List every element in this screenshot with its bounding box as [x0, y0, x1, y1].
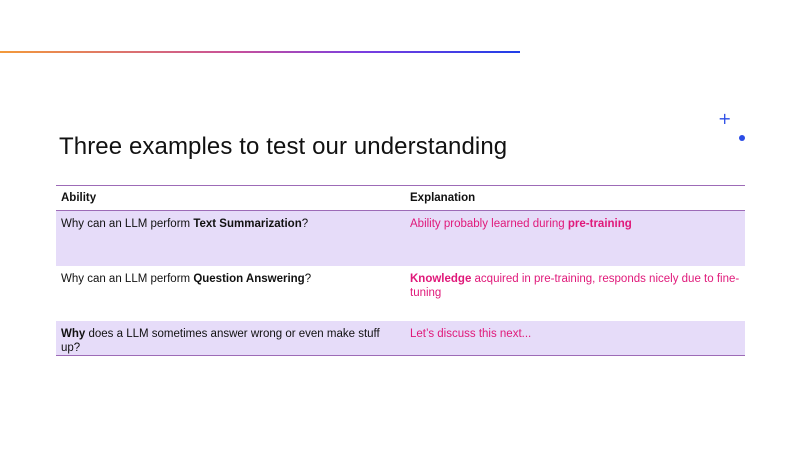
cell-text: Let’s discuss this next... — [410, 327, 532, 340]
explanation-cell — [405, 266, 745, 321]
cell-text: Why can an LLM perform — [61, 272, 194, 285]
table-row — [56, 266, 745, 321]
cell-bold-text: Knowledge — [410, 272, 472, 285]
plus-icon: + — [718, 109, 732, 128]
column-header-ability: Ability — [56, 186, 405, 211]
cell-bold-text: Question Answering — [193, 272, 305, 285]
cell-bold-text: Text Summarization — [193, 218, 302, 230]
dot-icon — [739, 135, 745, 141]
table-row — [56, 211, 745, 266]
cell-text: Why can an LLM perform — [61, 218, 194, 230]
explanation-cell — [405, 321, 745, 356]
column-header-explanation: Explanation — [405, 186, 745, 211]
slide-title: Three examples to test our understanding — [59, 133, 508, 160]
cell-text: Ability probably learned during — [410, 218, 568, 230]
ability-cell — [56, 321, 405, 356]
explanation-cell — [405, 211, 745, 266]
table-row — [56, 321, 745, 356]
cell-bold-text: pre-training — [567, 218, 632, 230]
cell-text: does a LLM sometimes answer wrong or even make stuff up? — [61, 327, 380, 354]
ability-cell — [56, 266, 405, 321]
gradient-accent-bar — [0, 51, 520, 53]
cell-text: ? — [301, 218, 309, 230]
ability-table — [56, 185, 745, 356]
cell-bold-text: Why — [61, 327, 86, 340]
cell-text: acquired in pre-training, responds nicely due to fine-tuning — [410, 272, 740, 299]
ability-cell — [56, 211, 405, 266]
cell-text: ? — [304, 272, 312, 285]
table-header-row — [56, 186, 745, 211]
